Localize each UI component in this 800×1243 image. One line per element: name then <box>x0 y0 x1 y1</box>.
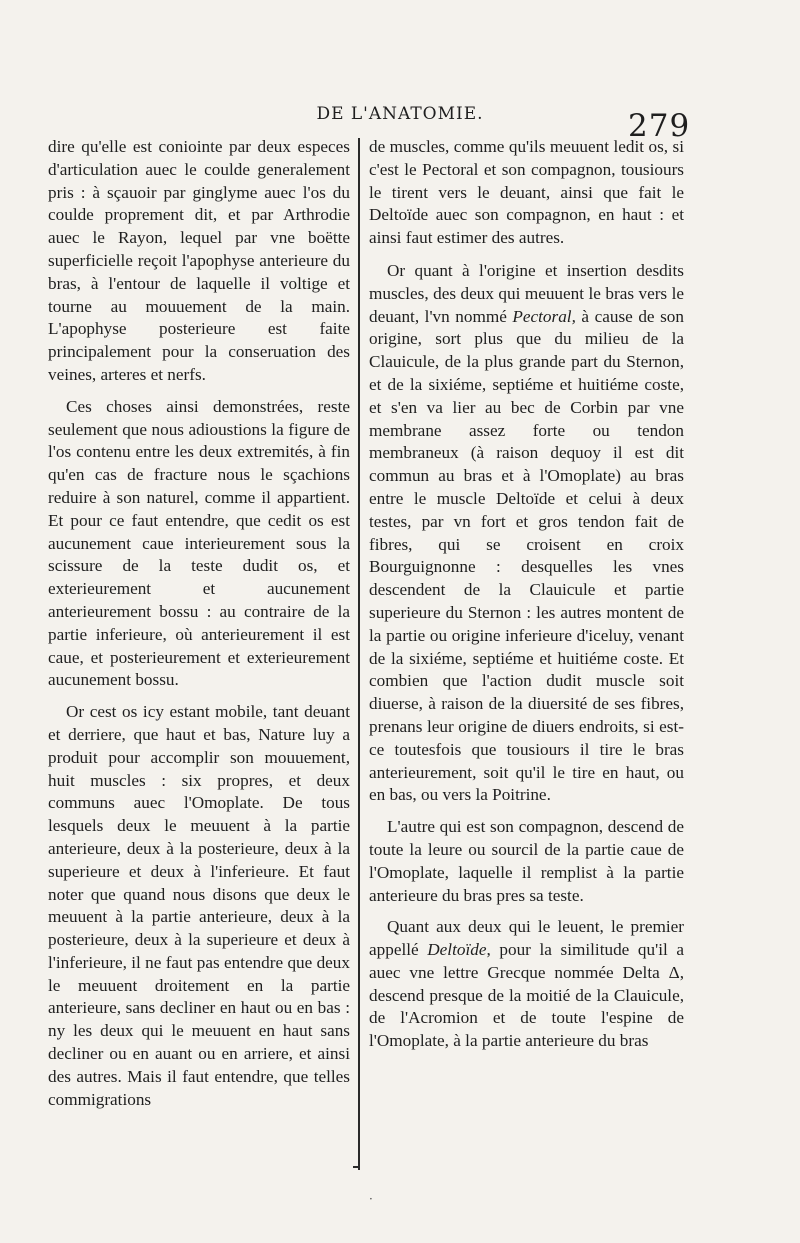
right-column <box>369 136 684 1053</box>
column-rule <box>358 138 360 1170</box>
running-title: DE L'ANATOMIE. <box>316 104 484 124</box>
column-rule-tick <box>353 1166 360 1168</box>
right-paragraph-1: de muscles, comme qu'ils meuuent ledit os, si c'est le Pectoral et son compagnon, tousiours le tirent vers le deuant, ainsi que fait le Deltoïde auec son compagnon, en haut : et ainsi faut estimer des autres. <box>369 137 684 248</box>
left-paragraph-2: Ces choses ainsi demonstrées, reste seulement que nous adioustions la figure de l'os contenu entre les deux extremités, à fin qu'en cas de fracture nous le sçachions reduire à son naturel, comme il appartient. Et pour ce faut entendre, que cedit os est aucunement caue interieurement sous la scissure de la teste dudit os, et exterieurement et aucunement anterieurement bossu : au contraire de la partie inferieure, où anterieurement il est caue, et posterieurement et exterieurement aucunement bossu. <box>48 396 350 690</box>
right-paragraph-2 <box>369 260 684 807</box>
left-column <box>48 136 350 1111</box>
term-deltoide: Deltoïde <box>427 940 487 960</box>
right-p2-text-b: à cause de son origine, sort plus que du milieu de la Clauicule, de la plus grande part du Sternon, et de la sixiéme, septiéme et huitiéme coste, et s'en va lier au bec de Corbin par vne membrane assez forte ou tendon membraneux (à raison dequoy il est dit commun au bras et à l'Omoplate) au bras entre le muscle Deltoïde et celui à deux testes, par vn fort et gros tendon fait de fibres, qui se croisent en croix Bourguignonne : desquelles les vnes descendent de la Clauicule et partie superieure du Sternon : les autres montent de la partie ou origine inferieure d'iceluy, venant de la sixiéme, septiéme et huitiéme coste. Et combien que l'action dudit muscle soit diuerse, à raison de la diuersité de ses fibres, prenans leur origine de diuers endroits, si est-ce toutesfois que tousiours il tire le bras anterieurement, soit qu'il le tire en haut, ou en bas, ou vers la Poitrine. <box>369 306 684 805</box>
term-pectoral: Pectoral, <box>512 306 576 326</box>
right-p2-text-a: Or quant à l'origine et insertion desdits muscles, des deux qui meuuent le bras vers le deuant, l'vn nommé <box>369 260 684 326</box>
right-p4-text-b: , pour la similitude qu'il a auec vne lettre Grecque nommée Delta Δ, descend presque de la moitié de la Clauicule, de l'Acromion et de toute l'espine de l'Omoplate, à la partie anterieure du bras <box>369 940 685 1051</box>
page-number: 279 <box>628 108 691 144</box>
right-paragraph-3: L'autre qui est son compagnon, descend de toute la leure ou sourcil de la partie caue de l'Omoplate, laquelle il remplist à la partie anterieure du bras pres sa teste. <box>369 817 684 905</box>
right-p4-text-a: Quant aux deux qui le leuent, le premier appellé <box>369 917 684 960</box>
right-paragraph-4 <box>369 916 684 1053</box>
footer-mark: · <box>369 1192 373 1206</box>
left-paragraph-3: Or cest os icy estant mobile, tant deuant et derriere, que haut et bas, Nature luy a produit pour accomplir son mouuement, huit muscles : six propres, et deux communs auec l'Omoplate. De tous lesquels deux le meuuent à la partie anterieure, deux à la posterieure, deux à la superieure et deux à l'inferieure. Et faut noter que quand nous disons que deux le meuuent à la partie anterieure, deux à la posterieure, deux à la superieure et deux à l'inferieure, il ne faut pas entendre que deux le meuuent droitement en la partie anterieure, sans decliner en haut ou en bas : ny les deux qui le meuuent en haut sans decliner ou en auant ou en arriere, et ainsi des autres. Mais il faut entendre, que telles commigrations <box>48 702 350 1109</box>
left-paragraph-1: dire qu'elle est coniointe par deux especes d'articulation auec le coulde generalement pris : à sçauoir par ginglyme auec l'os du coulde proprement dit, et par Arthrodie auec le Rayon, lequel par vne boëtte superficielle reçoit l'apophyse anterieure du bras, à l'entour de laquelle il voltige et tourne au mouuement de la main. L'apophyse posterieure est faite principalement pour la conseruation des veines, arteres et nerfs. <box>48 137 350 384</box>
